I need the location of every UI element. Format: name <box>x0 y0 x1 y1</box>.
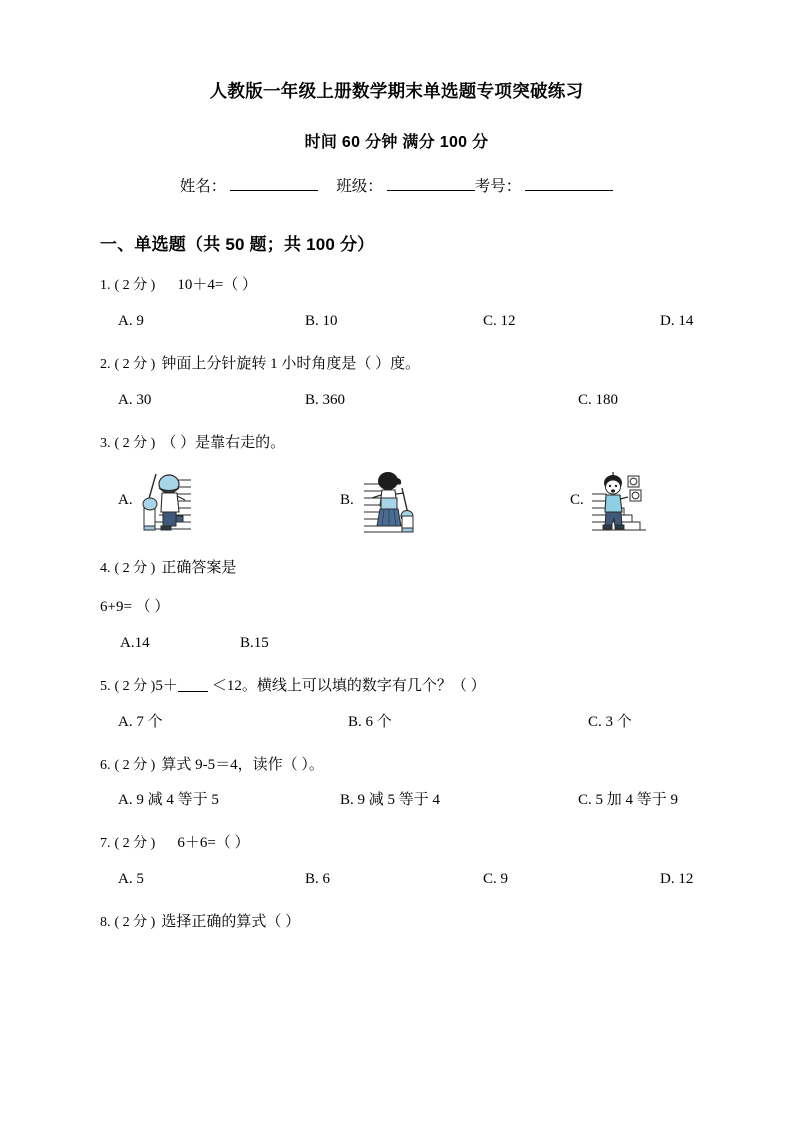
question-3-number: 3. <box>100 435 111 451</box>
question-3-option-b-label: B. <box>340 491 354 508</box>
question-1-points: ( 2 分 ) <box>114 278 156 293</box>
question-4-option-a[interactable]: A.14 <box>120 634 150 651</box>
question-8-points: ( 2 分 ) <box>114 915 156 930</box>
question-1-option-c[interactable]: C. 12 <box>483 312 516 329</box>
question-4-option-b[interactable]: B.15 <box>240 634 269 651</box>
question-2 <box>100 355 693 413</box>
question-4 <box>100 559 693 656</box>
question-2-stem <box>100 355 693 374</box>
question-2-option-c[interactable]: C. 180 <box>578 391 619 408</box>
section-heading: 一、单选题（共 50 题；共 100 分） <box>100 235 375 254</box>
question-8-text: 选择正确的算式（ ） <box>161 914 301 930</box>
question-3-option-c-label: C. <box>570 491 584 508</box>
question-3-option-a-label: A. <box>118 491 133 508</box>
question-6-option-c[interactable]: C. 5 加 4 等于 9 <box>578 792 679 809</box>
question-5-option-a[interactable]: A. 7 个 <box>118 713 163 730</box>
question-3-stem <box>100 434 693 453</box>
question-5-blank[interactable] <box>178 679 208 692</box>
question-7-text: 6＋6=（ ） <box>177 835 250 852</box>
question-1-options <box>100 312 693 334</box>
page-bottom-space <box>100 932 693 1092</box>
girl-climbing-stairs-right-rail-illustration <box>360 464 418 536</box>
class-field[interactable] <box>387 177 475 191</box>
question-4-expression: 6+9= （ ） <box>100 599 170 615</box>
question-7-option-b[interactable]: B. 6 <box>305 871 331 887</box>
question-4-options <box>100 634 693 656</box>
question-7-option-d[interactable]: D. 12 <box>660 871 694 887</box>
question-3-option-c[interactable] <box>570 464 648 536</box>
question-5-text-pre: 5＋ <box>155 677 178 694</box>
question-1-option-a[interactable]: A. 9 <box>118 312 144 329</box>
question-8-stem <box>100 913 693 932</box>
question-5-points: ( 2 分 ) <box>114 678 156 694</box>
question-7-points: ( 2 分 ) <box>114 836 156 852</box>
question-2-number: 2. <box>100 356 111 372</box>
question-1 <box>100 276 693 334</box>
question-1-option-d[interactable]: D. 14 <box>660 312 694 329</box>
question-6-text: 算式 9-5＝4，读作（ ）。 <box>161 756 324 773</box>
name-field[interactable] <box>230 177 318 191</box>
question-7-options <box>100 870 693 892</box>
page-title: 人教版一年级上册数学期末单选题专项突破练习 <box>209 81 584 101</box>
child-climbing-stairs-left-rail-illustration <box>139 464 197 536</box>
question-3 <box>100 434 693 539</box>
question-7-option-a[interactable]: A. 5 <box>118 871 144 887</box>
exam-number-field[interactable] <box>525 177 613 191</box>
question-6-option-a[interactable]: A. 9 减 4 等于 5 <box>118 792 219 809</box>
question-5-option-b[interactable]: B. 6 个 <box>348 713 392 730</box>
question-5-options <box>100 713 693 735</box>
boy-on-stairs-with-wall-signs-illustration <box>590 464 648 536</box>
question-5-number: 5. <box>100 678 111 694</box>
question-3-points: ( 2 分 ) <box>114 435 156 451</box>
question-3-option-a[interactable] <box>118 464 197 536</box>
student-info-line <box>100 152 693 196</box>
question-6-stem <box>100 756 693 775</box>
question-7-option-c[interactable]: C. 9 <box>483 871 509 887</box>
question-7 <box>100 834 693 892</box>
question-8-number: 8. <box>100 915 111 930</box>
question-2-option-a[interactable]: A. 30 <box>118 391 152 408</box>
question-8 <box>100 913 693 932</box>
question-6-options <box>100 791 693 813</box>
question-1-option-b[interactable]: B. 10 <box>305 312 338 329</box>
name-label: 姓名： <box>179 178 227 195</box>
question-5 <box>100 677 693 735</box>
question-6 <box>100 756 693 814</box>
exam-number-label: 考号： <box>474 178 522 195</box>
question-7-number: 7. <box>100 836 111 852</box>
question-5-stem <box>100 677 693 696</box>
question-2-text: 钟面上分针旋转 1 小时角度是（ ）度。 <box>161 355 421 372</box>
question-3-option-b[interactable] <box>340 464 418 536</box>
question-7-stem <box>100 834 693 853</box>
question-1-text: 10＋4=（ ） <box>177 277 258 293</box>
question-3-text: （ ）是靠右走的。 <box>161 434 286 451</box>
question-2-options <box>100 391 693 413</box>
question-1-stem <box>100 276 693 295</box>
question-2-points: ( 2 分 ) <box>114 356 156 372</box>
question-4-stem <box>100 559 693 578</box>
question-5-option-c[interactable]: C. 3 个 <box>588 713 632 730</box>
exam-subtitle: 时间 60 分钟 满分 100 分 <box>304 134 489 151</box>
class-label: 班级： <box>336 178 383 195</box>
question-6-option-b[interactable]: B. 9 减 5 等于 4 <box>340 792 441 809</box>
question-4-text: 正确答案是 <box>161 560 237 577</box>
question-6-number: 6. <box>100 757 111 773</box>
question-3-options <box>100 464 693 538</box>
question-6-points: ( 2 分 ) <box>114 757 156 773</box>
question-1-number: 1. <box>100 278 111 293</box>
question-4-points: ( 2 分 ) <box>114 561 156 577</box>
question-2-option-b[interactable]: B. 360 <box>305 391 346 408</box>
question-4-number: 4. <box>100 561 111 577</box>
question-5-text-post: ＜12。横线上可以填的数字有几个？（ ） <box>211 677 486 694</box>
